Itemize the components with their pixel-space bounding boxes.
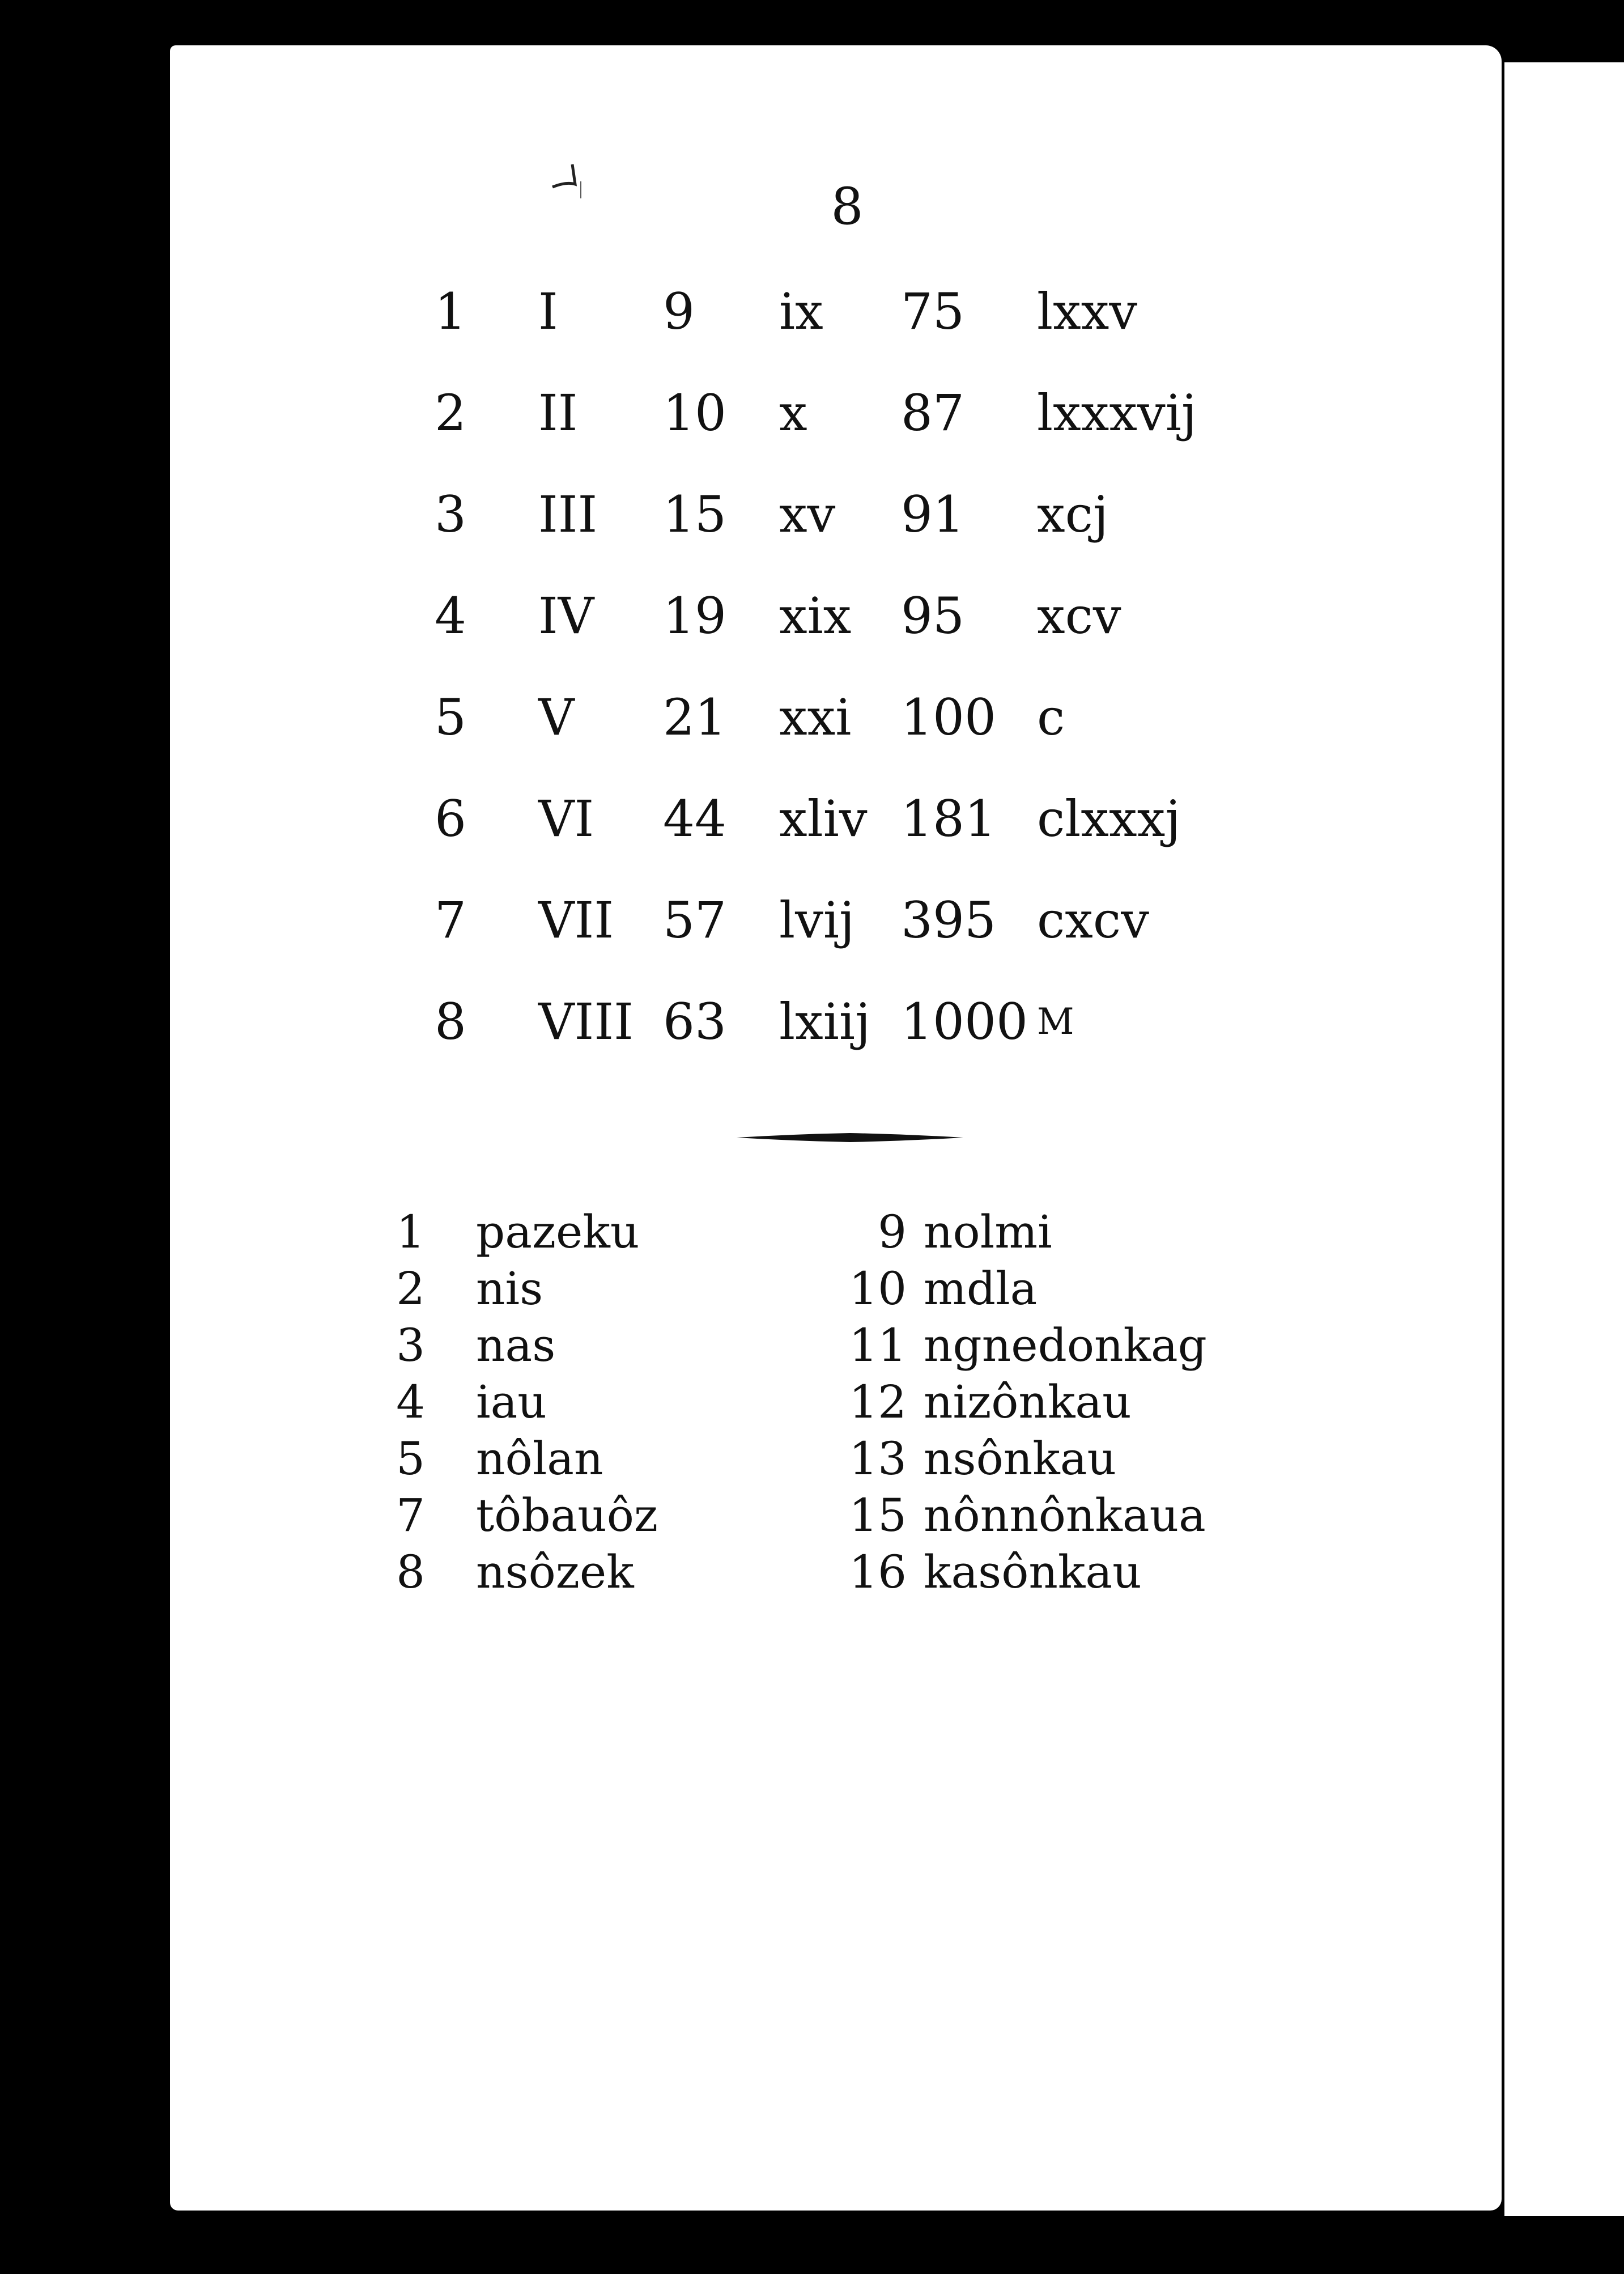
roman-numeral: lvij xyxy=(779,891,855,949)
roman-numeral: xv xyxy=(779,485,836,544)
arabic-number: 15 xyxy=(663,485,726,544)
numeral-row xyxy=(0,988,1624,1056)
number-label: 5 xyxy=(396,1432,425,1485)
number-word: mdla xyxy=(924,1262,1038,1315)
number-label: 11 xyxy=(849,1319,907,1372)
roman-numeral: II xyxy=(538,384,578,442)
word-row xyxy=(0,1374,1624,1431)
arabic-number: 44 xyxy=(663,790,726,848)
word-row xyxy=(0,1204,1624,1261)
number-word: nsônkau xyxy=(924,1432,1116,1485)
word-row xyxy=(0,1544,1624,1601)
numeral-row xyxy=(0,582,1624,650)
arabic-number: 3 xyxy=(435,485,466,544)
arabic-number: 6 xyxy=(435,790,466,848)
roman-numeral: xcj xyxy=(1037,485,1109,544)
roman-numeral: clxxxj xyxy=(1037,790,1181,848)
number-word: kasônkau xyxy=(924,1546,1142,1598)
arabic-number: 7 xyxy=(435,891,466,949)
number-label: 16 xyxy=(849,1546,907,1598)
roman-numeral: VIII xyxy=(538,992,634,1051)
roman-numeral: xcv xyxy=(1037,587,1121,645)
roman-numeral: x xyxy=(779,384,807,442)
number-label: 12 xyxy=(849,1376,907,1428)
number-word: nizônkau xyxy=(924,1376,1132,1428)
numeral-row xyxy=(0,278,1624,346)
number-label: 4 xyxy=(396,1376,425,1428)
word-row xyxy=(0,1261,1624,1317)
numeral-row xyxy=(0,886,1624,954)
number-label: 15 xyxy=(849,1489,907,1542)
numeral-row xyxy=(0,785,1624,853)
number-label: 3 xyxy=(396,1319,425,1372)
roman-numeral: VII xyxy=(538,891,614,949)
arabic-number: 10 xyxy=(663,384,726,442)
arabic-number: 57 xyxy=(663,891,726,949)
word-row xyxy=(0,1487,1624,1544)
number-word: nônnônkaua xyxy=(924,1489,1206,1542)
arabic-number: 395 xyxy=(901,891,996,949)
roman-numeral: VI xyxy=(538,790,594,848)
roman-numeral: III xyxy=(538,485,598,544)
roman-numeral: xliv xyxy=(779,790,868,848)
number-word: ngnedonkag xyxy=(924,1319,1207,1372)
number-word: pazeku xyxy=(476,1206,640,1258)
number-label: 13 xyxy=(849,1432,907,1485)
arabic-number: 1000 xyxy=(901,992,1028,1051)
arabic-number: 5 xyxy=(435,688,466,746)
roman-numeral: lxxxvij xyxy=(1037,384,1197,442)
number-word: nolmi xyxy=(924,1206,1052,1258)
word-row xyxy=(0,1431,1624,1487)
arabic-number: 100 xyxy=(901,688,996,746)
number-label: 7 xyxy=(396,1489,425,1542)
pen-mark xyxy=(550,153,589,204)
numeral-row xyxy=(0,684,1624,752)
number-word: nas xyxy=(476,1319,556,1372)
roman-numeral: lxxv xyxy=(1037,282,1138,341)
roman-numeral: xxi xyxy=(779,688,852,746)
number-word: tôbauôz xyxy=(476,1489,658,1542)
number-label: 2 xyxy=(396,1262,425,1315)
roman-numeral: cxcv xyxy=(1037,891,1149,949)
number-word: nis xyxy=(476,1262,543,1315)
arabic-number: 75 xyxy=(901,282,964,341)
section-rule xyxy=(737,1131,963,1144)
arabic-number: 4 xyxy=(435,587,466,645)
arabic-number: 8 xyxy=(435,992,466,1051)
arabic-number: 19 xyxy=(663,587,726,645)
number-label: 1 xyxy=(396,1206,425,1258)
number-label: 10 xyxy=(849,1262,907,1315)
arabic-number: 21 xyxy=(663,688,726,746)
roman-numeral: V xyxy=(538,688,575,746)
number-label: 9 xyxy=(878,1206,907,1258)
arabic-number: 87 xyxy=(901,384,964,442)
number-word: nôlan xyxy=(476,1432,603,1485)
roman-numeral: IV xyxy=(538,587,594,645)
number-word: iau xyxy=(476,1376,547,1428)
book-page xyxy=(170,45,1502,2211)
arabic-number: 91 xyxy=(901,485,964,544)
arabic-number: 95 xyxy=(901,587,964,645)
arabic-number: 63 xyxy=(663,992,726,1051)
arabic-number: 9 xyxy=(663,282,695,341)
arabic-number: 181 xyxy=(901,790,996,848)
word-row xyxy=(0,1317,1624,1374)
roman-numeral: M xyxy=(1037,1001,1074,1043)
number-label: 8 xyxy=(396,1546,425,1598)
roman-numeral: lxiij xyxy=(779,992,871,1051)
arabic-number: 2 xyxy=(435,384,466,442)
roman-numeral: ix xyxy=(779,282,823,341)
arabic-number: 1 xyxy=(435,282,466,341)
numeral-row xyxy=(0,379,1624,447)
page-number: 8 xyxy=(831,177,864,236)
numeral-row xyxy=(0,481,1624,549)
roman-numeral: xix xyxy=(779,587,852,645)
roman-numeral: c xyxy=(1037,688,1065,746)
roman-numeral: I xyxy=(538,282,558,341)
number-word: nsôzek xyxy=(476,1546,634,1598)
